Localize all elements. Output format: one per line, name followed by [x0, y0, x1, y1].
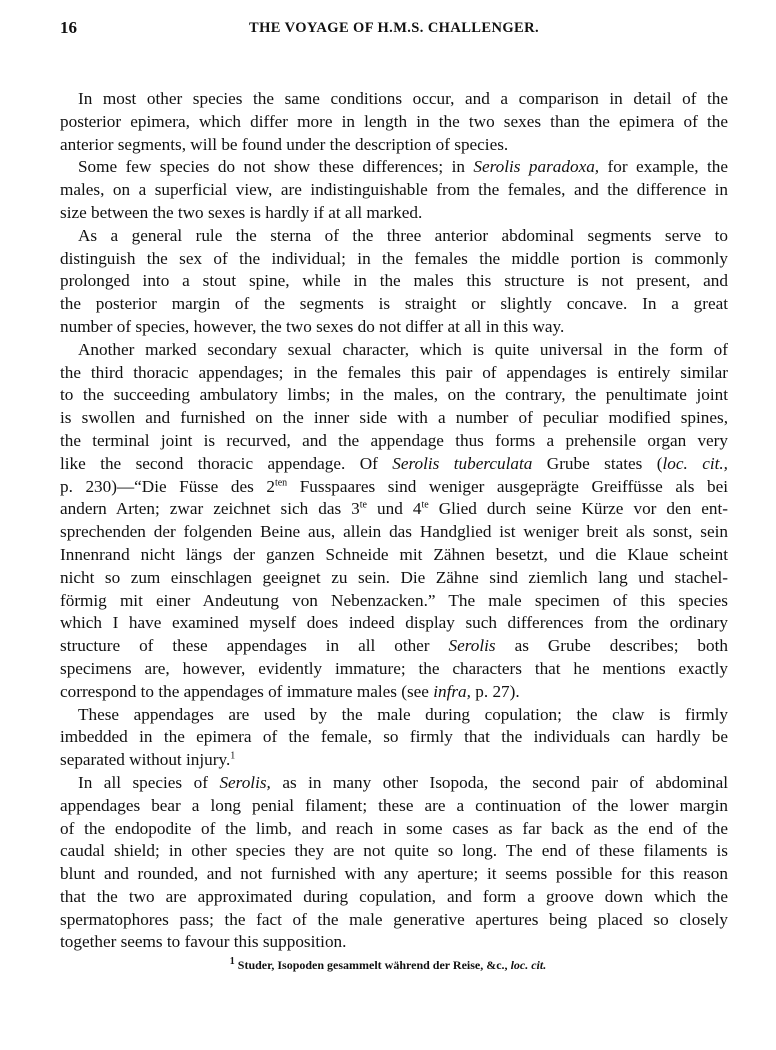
text-line [60, 658, 728, 681]
text-run: spermatophores pass; the fact of the male generative apertures being placed so closely [60, 909, 728, 929]
text-run: specimens are, however, evidently immature; the characters that he mentions exactly [60, 658, 728, 678]
text-line [60, 544, 728, 567]
text-line [60, 430, 728, 453]
text-line [60, 111, 728, 134]
superscript: ten [274, 476, 288, 488]
page-number: 16 [60, 18, 77, 37]
text-run: to the succeeding ambulatory limbs; in the males, on the contrary, the penultimate joint [60, 385, 728, 405]
text-line [60, 726, 728, 749]
text-line [60, 795, 728, 818]
text-line [60, 863, 728, 886]
text-run: anterior segments, will be found under the description of species. [60, 134, 509, 154]
text-run: imbedded in the epimera of the female, so firmly that the individuals can hardly be [60, 727, 728, 747]
footnote-marker: 1 [229, 956, 235, 967]
text-run: which I have examined myself does indeed display such differences from the ordinary [60, 613, 728, 633]
text-run: In all species of [78, 772, 220, 792]
text-line [60, 453, 728, 476]
text-line [60, 681, 728, 704]
text-run: together seems to favour this supposition. [60, 932, 347, 952]
paragraph [60, 88, 728, 156]
text-run: As a general rule the sterna of the three anterior abdominal segments serve to [78, 225, 728, 245]
text-line [60, 156, 728, 179]
text-run: like the second thoracic appendage. Of [60, 453, 393, 473]
text-line [60, 202, 728, 225]
text-run: correspond to the appendages of immature males (see [60, 681, 434, 701]
text-run: Some few species do not show these differences; in [78, 157, 474, 177]
text-line [60, 293, 728, 316]
italic-text: loc. cit., [662, 453, 728, 473]
text-line [60, 248, 728, 271]
footnote-text: Studer, Isopoden gesammelt während der Reise, &c., [234, 958, 511, 972]
text-run: Grube states ( [532, 453, 663, 473]
text-run: of the endopodite of the limb, and reach in some cases as far back as the end of the [60, 818, 728, 838]
text-run: prolonged into a stout spine, while in the males this structure is not present, and [60, 271, 728, 291]
footnote-italic: loc. cit. [510, 958, 547, 972]
paragraph [60, 772, 728, 954]
text-line [60, 88, 728, 111]
text-run: blunt and rounded, and not furnished with any aperture; it seems possible for this reason [60, 864, 728, 884]
text-run: andern Arten; zwar zeichnet sich das 3 [60, 499, 360, 519]
text-line [60, 635, 728, 658]
text-line [60, 225, 728, 248]
text-run: Innenrand nicht längs der ganzen Schneide mit Zähnen besetzt, und die Klaue scheint [60, 544, 728, 564]
text-run: förmig mit einer Andeutung von Nebenzacken.” The male specimen of this species [60, 590, 728, 610]
text-run: Fusspaares sind weniger ausgeprägte Greiffüsse als bei [287, 476, 728, 496]
text-line [60, 476, 728, 499]
text-run: These appendages are used by the male during copulation; the claw is firmly [78, 704, 728, 724]
text-run: as Grube describes; both [495, 636, 728, 656]
paragraph [60, 339, 728, 704]
text-run: the terminal joint is recurved, and the appendage thus forms a prehensile organ very [60, 430, 728, 450]
text-run: that the two are approximated during copulation, and form a groove down which the [60, 886, 728, 906]
paragraph [60, 225, 728, 339]
text-run: Another marked secondary sexual character, which is quite universal in the form of [78, 339, 728, 359]
text-line [60, 498, 728, 521]
text-run: p. 230)—“Die Füsse des 2 [60, 476, 275, 496]
text-line [60, 521, 728, 544]
text-run: appendages bear a long penial filament; these are a continuation of the lower margin [60, 795, 728, 815]
text-run: the posterior margin of the segments is straight or slightly concave. In a great [60, 294, 728, 314]
text-line [60, 931, 728, 954]
text-line [60, 384, 728, 407]
text-run: sprechenden der folgenden Beine aus, allein das Handglied ist weniger breit als sonst, sein [60, 522, 728, 542]
text-run: Glied durch seine Kürze vor den ent- [428, 499, 728, 519]
text-run: males, on a superficial view, are indistinguishable from the females, and the difference in [60, 180, 728, 200]
text-line [60, 818, 728, 841]
text-run: In most other species the same conditions occur, and a comparison in detail of the [78, 89, 728, 108]
text-run: as in many other Isopoda, the second pair of abdominal [270, 772, 729, 792]
body-text [60, 88, 728, 954]
footnote [0, 958, 776, 973]
text-line [60, 612, 728, 635]
text-run: distinguish the sex of the individual; in the females the middle portion is commonly [60, 248, 728, 268]
paragraph [60, 704, 728, 772]
text-run: for example, the [599, 157, 728, 177]
text-line [60, 407, 728, 430]
text-run: size between the two sexes is hardly if at all marked. [60, 202, 423, 222]
italic-text: Serolis [448, 636, 496, 656]
text-run: posterior epimera, which differ more in length in the two sexes than the epimera of the [60, 111, 728, 131]
page-header [60, 18, 728, 42]
text-line [60, 704, 728, 727]
superscript: 1 [230, 750, 236, 762]
italic-text: Serolis paradoxa, [473, 157, 600, 177]
text-line [60, 886, 728, 909]
text-run: caudal shield; in other species they are not quite so long. The end of these filaments is [60, 841, 728, 861]
text-line [60, 316, 728, 339]
italic-text: infra, [433, 681, 471, 701]
text-line [60, 567, 728, 590]
text-line [60, 840, 728, 863]
text-line [60, 362, 728, 385]
superscript: te [421, 499, 429, 511]
text-line [60, 772, 728, 795]
text-line [60, 134, 728, 157]
paragraph [60, 156, 728, 224]
text-run: is swollen and furnished on the inner side with a number of peculiar modified spines, [60, 408, 728, 428]
text-line [60, 590, 728, 613]
text-run: number of species, however, the two sexes do not differ at all in this way. [60, 316, 565, 336]
text-line [60, 749, 728, 772]
text-line [60, 909, 728, 932]
text-run: nicht so zum einschlagen geeignet zu sein. Die Zähne sind ziemlich lang und stachel- [60, 567, 728, 587]
text-line [60, 270, 728, 293]
text-run: structure of these appendages in all other [60, 636, 449, 656]
text-run: p. 27). [470, 681, 520, 701]
text-line [60, 339, 728, 362]
text-line [60, 179, 728, 202]
text-run: und 4 [367, 499, 422, 519]
superscript: te [359, 499, 367, 511]
italic-text: Serolis, [219, 772, 271, 792]
text-run: separated without injury. [60, 750, 231, 770]
running-title: THE VOYAGE OF H.M.S. CHALLENGER. [249, 20, 539, 36]
italic-text: Serolis tuberculata [392, 453, 533, 473]
text-run: the third thoracic appendages; in the females this pair of appendages is entirely similar [60, 362, 728, 382]
